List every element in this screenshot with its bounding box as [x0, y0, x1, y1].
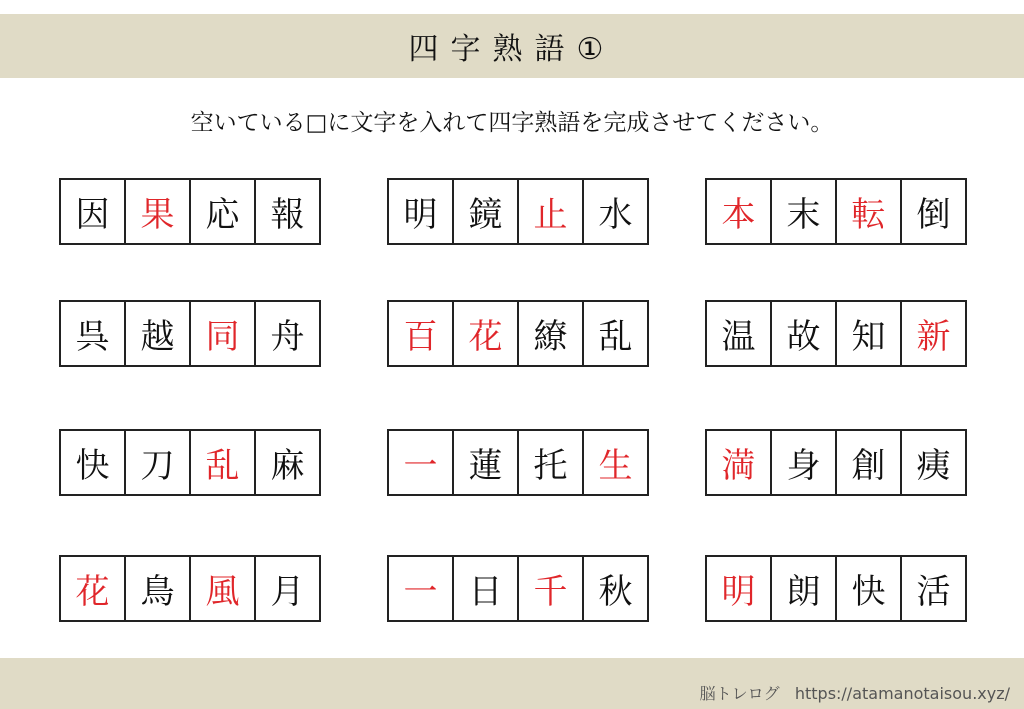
char-cell: 応 — [191, 180, 256, 243]
char-cell: 因 — [61, 180, 126, 243]
char-cell: 越 — [126, 302, 191, 365]
char-cell: 明 — [389, 180, 454, 243]
char-cell: 刀 — [126, 431, 191, 494]
answer-char-cell: 同 — [191, 302, 256, 365]
idiom-box — [59, 300, 321, 367]
answer-char-cell: 満 — [707, 431, 772, 494]
idiom-box — [705, 555, 967, 622]
char-cell: 温 — [707, 302, 772, 365]
char-cell: 快 — [837, 557, 902, 620]
footer-brand: 脳トレログ — [699, 684, 780, 703]
answer-char-cell: 風 — [191, 557, 256, 620]
char-cell: 鳥 — [126, 557, 191, 620]
char-cell: 活 — [916, 572, 951, 612]
char-cell: 托 — [519, 431, 584, 494]
instruction-text: 空いている□に文字を入れて四字熟語を完成させてください。 — [190, 110, 834, 136]
idiom-box — [705, 429, 967, 496]
char-cell: 繚 — [519, 302, 584, 365]
idiom-box — [387, 555, 649, 622]
answer-char-cell: 止 — [519, 180, 584, 243]
char-cell: 朗 — [772, 557, 837, 620]
idiom-box — [59, 555, 321, 622]
footer-credit — [700, 681, 1010, 704]
char-cell: 舟 — [270, 317, 305, 357]
answer-char-cell: 千 — [519, 557, 584, 620]
answer-char-cell: 百 — [389, 302, 454, 365]
char-cell: 鏡 — [454, 180, 519, 243]
char-cell: 水 — [598, 195, 633, 235]
char-cell: 身 — [772, 431, 837, 494]
page-title: 四字熟語① — [408, 32, 616, 67]
idiom-box — [705, 300, 967, 367]
char-cell: 痍 — [916, 446, 951, 486]
answer-char-cell: 一 — [389, 557, 454, 620]
idiom-box — [705, 178, 967, 245]
char-cell: 末 — [772, 180, 837, 243]
char-cell: 報 — [270, 195, 305, 235]
char-cell: 快 — [61, 431, 126, 494]
idiom-box — [59, 429, 321, 496]
answer-char-cell: 転 — [837, 180, 902, 243]
char-cell: 呉 — [61, 302, 126, 365]
char-cell: 倒 — [916, 195, 951, 235]
idiom-box — [387, 429, 649, 496]
idiom-box — [387, 178, 649, 245]
char-cell: 故 — [772, 302, 837, 365]
answer-char-cell: 花 — [61, 557, 126, 620]
char-cell: 乱 — [598, 317, 633, 357]
char-cell: 日 — [454, 557, 519, 620]
idiom-box — [59, 178, 321, 245]
answer-char-cell: 明 — [707, 557, 772, 620]
answer-char-cell: 花 — [454, 302, 519, 365]
answer-char-cell: 一 — [389, 431, 454, 494]
footer-url: https://atamanotaisou.xyz/ — [794, 684, 1010, 703]
answer-char-cell: 果 — [126, 180, 191, 243]
answer-char-cell: 本 — [707, 180, 772, 243]
answer-char-cell: 生 — [598, 446, 633, 486]
idiom-box — [387, 300, 649, 367]
answer-char-cell: 新 — [916, 317, 951, 357]
char-cell: 月 — [270, 572, 305, 612]
char-cell: 知 — [837, 302, 902, 365]
char-cell: 蓮 — [454, 431, 519, 494]
char-cell: 創 — [837, 431, 902, 494]
answer-char-cell: 乱 — [191, 431, 256, 494]
char-cell: 麻 — [270, 446, 305, 486]
char-cell: 秋 — [598, 572, 633, 612]
